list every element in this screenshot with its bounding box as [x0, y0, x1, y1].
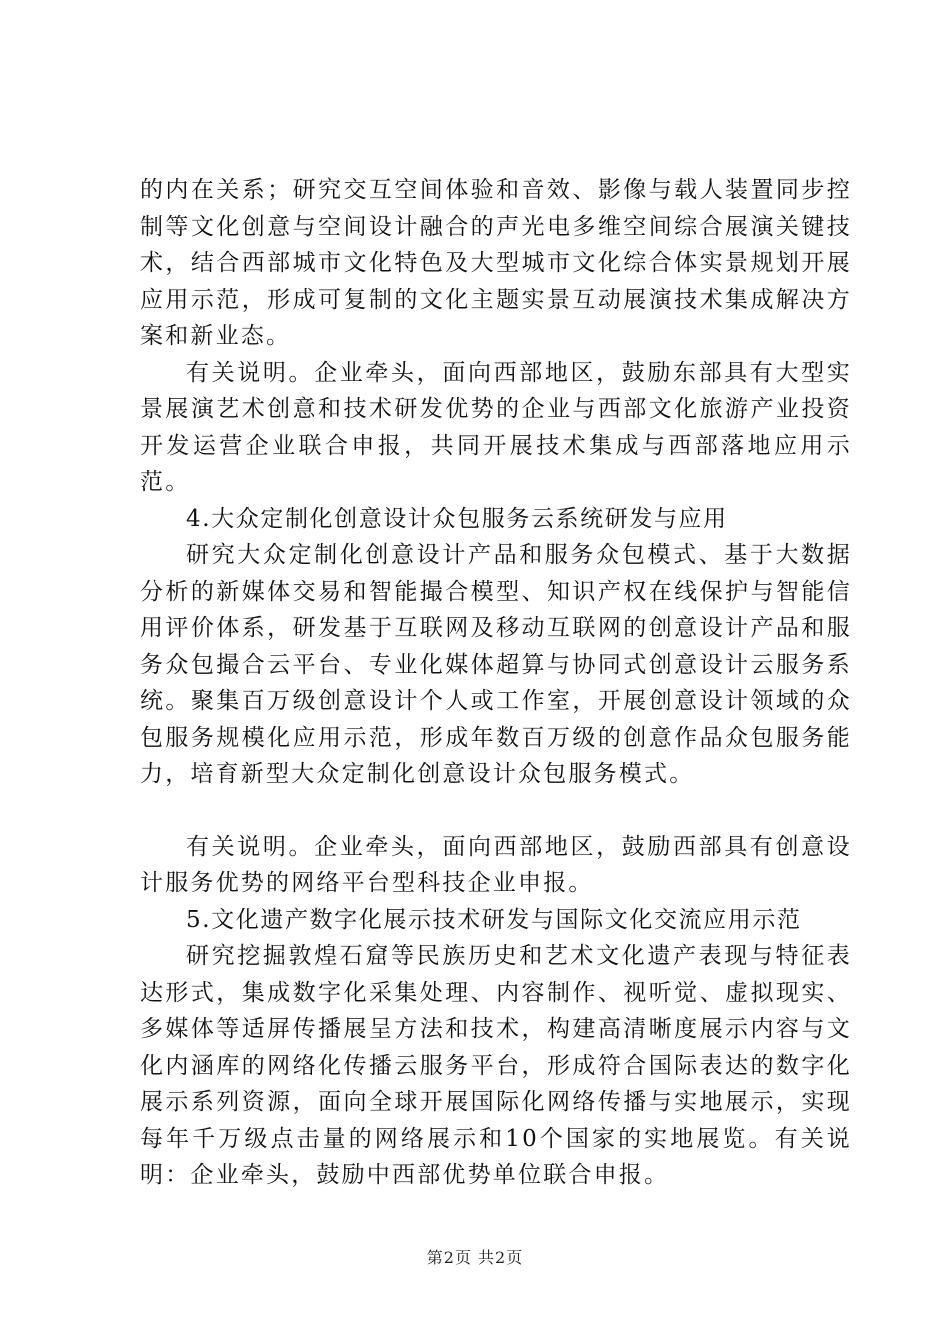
document-body: [140, 172, 852, 1194]
paragraph-note-4: 有关说明。企业牵头，面向西部地区，鼓励西部具有创意设计服务优势的网络平台型科技企业申报。: [140, 833, 852, 896]
paragraph-note-3: 有关说明。企业牵头，面向西部地区，鼓励东部具有大型实景展演艺术创意和技术研发优势的企业与西部文化旅游产业投资开发运营企业联合申报，共同开展技术集成与西部落地应用示范。: [140, 359, 852, 495]
paragraph-body-4: 研究大众定制化创意设计产品和服务众包模式、基于大数据分析的新媒体交易和智能撮合模型、知识产权在线保护与智能信用评价体系，研发基于互联网及移动互联网的创意设计产品和服务众包撮合云平台、专业化媒体超算与协同式创意设计云服务系统。聚集百万级创意设计个人或工作室，开展创意设计领域的众包服务规模化应用示范，形成年数百万级的创意作品众包服务能力，培育新型大众定制化创意设计众包服务模式。: [140, 542, 852, 787]
paragraph-body-5: 研究挖掘敦煌石窟等民族历史和艺术文化遗产表现与特征表达形式，集成数字化采集处理、内容制作、视听觉、虚拟现实、多媒体等适屏传播展呈方法和技术，构建高清晰度展示内容与文化内涵库的网络化传播云服务平台，形成符合国际表达的数字化展示系列资源，面向全球开展国际化网络传播与实地展示，实现每年千万级点击量的网络展示和10个国家的实地展览。有关说明：企业牵头，鼓励中西部优势单位联合申报。: [140, 943, 852, 1188]
section-heading-5: 5.文化遗产数字化展示技术研发与国际文化交流应用示范: [186, 906, 802, 933]
section-heading-4: 4.大众定制化创意设计众包服务云系统研发与应用: [186, 505, 728, 532]
paragraph-continuation: 的内在关系；研究交互空间体验和音效、影像与载人装置同步控制等文化创意与空间设计融合的声光电多维空间综合展演关键技术，结合西部城市文化特色及大型城市文化综合体实景规划开展应用示范，形成可复制的文化主题实景互动展演技术集成解决方案和新业态。: [140, 177, 852, 349]
page-number-footer: 第2页 共2页: [426, 1248, 524, 1267]
